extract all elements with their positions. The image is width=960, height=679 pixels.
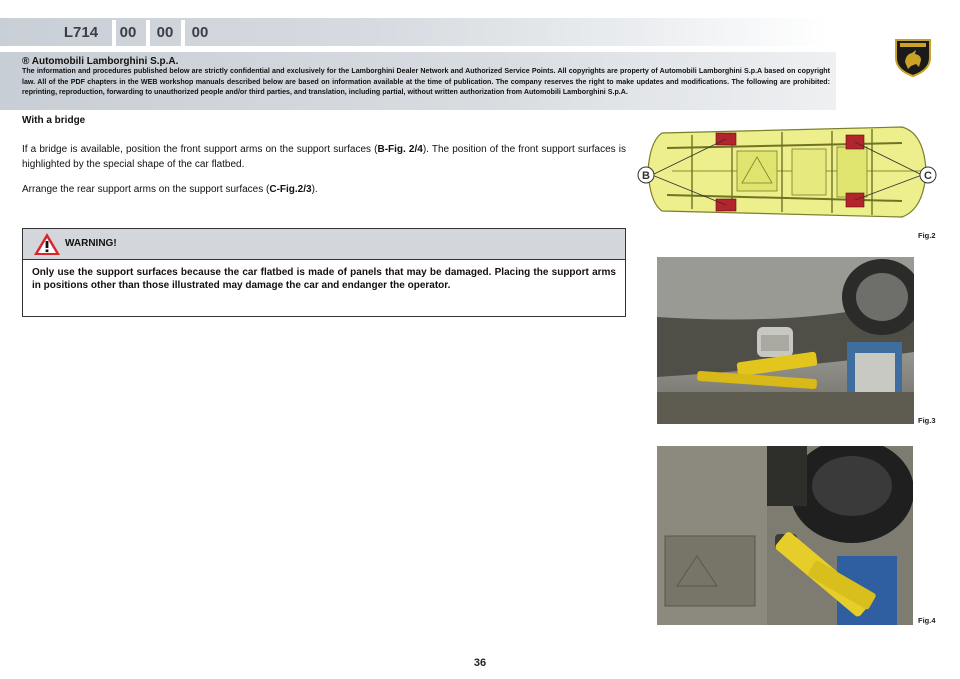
chassis-diagram (632, 113, 942, 230)
bridge-paragraph: If a bridge is available, position the front support arms on the support surfaces (B-Fig. 2/4). The position of the front support surfaces is highlighted by the special shape of the car flatbed. (22, 144, 626, 170)
warning-box (22, 228, 626, 317)
section-code: 00 (191, 24, 209, 41)
warning-title: WARNING! (65, 238, 117, 249)
marker-b-label: B (642, 170, 650, 182)
fig2-label: Fig.2 (918, 231, 936, 240)
figure-reference: B-Fig. 2/4 (377, 144, 423, 155)
model-code: L714 (63, 24, 99, 41)
rear-arms-paragraph: Arrange the rear support arms on the support surfaces (C-Fig.2/3). (22, 184, 318, 195)
marker-c-label: C (924, 170, 932, 182)
lift-arm-photo-rear (657, 446, 913, 625)
figure-reference: C-Fig.2/3 (269, 184, 312, 195)
fig4-label: Fig.4 (918, 616, 936, 625)
subgroup-code: 00 (156, 24, 174, 41)
warning-header (23, 229, 625, 260)
notice-text: The information and procedures published below are strictly confidential and exclusively for the Lamborghini Dealer Network and Authorized Service Points. All copyrights are property of Automobili Lamborghini S.p.A based on copyright law. All of the PDF chapters in the WEB workshop manuals described below are based on information available at the time of publication. The company reserves the right to make updates and modifications. The following are prohibited: reprinting, reproduction, forwarding to unauthorized people and/or third parties, and translation, including partial, without written authorization from Automobili Lamborghini S.p.A. (22, 67, 830, 97)
marker-c (920, 167, 936, 183)
fig3-label: Fig.3 (918, 416, 936, 425)
lamborghini-logo (892, 36, 934, 78)
notice-title: ® Automobili Lamborghini S.p.A. (22, 56, 179, 67)
lift-arm-photo-front (657, 257, 914, 424)
section-title: With a bridge (22, 115, 86, 126)
group-code: 00 (119, 24, 137, 41)
warning-triangle-icon (33, 232, 61, 256)
warning-text: Only use the support surfaces because the car flatbed is made of panels that may be damaged. Placing the support arms in positions other than those illustrated may damage the car and endanger the operator. (32, 267, 616, 291)
marker-b (638, 167, 654, 183)
page-number: 36 (473, 657, 487, 669)
